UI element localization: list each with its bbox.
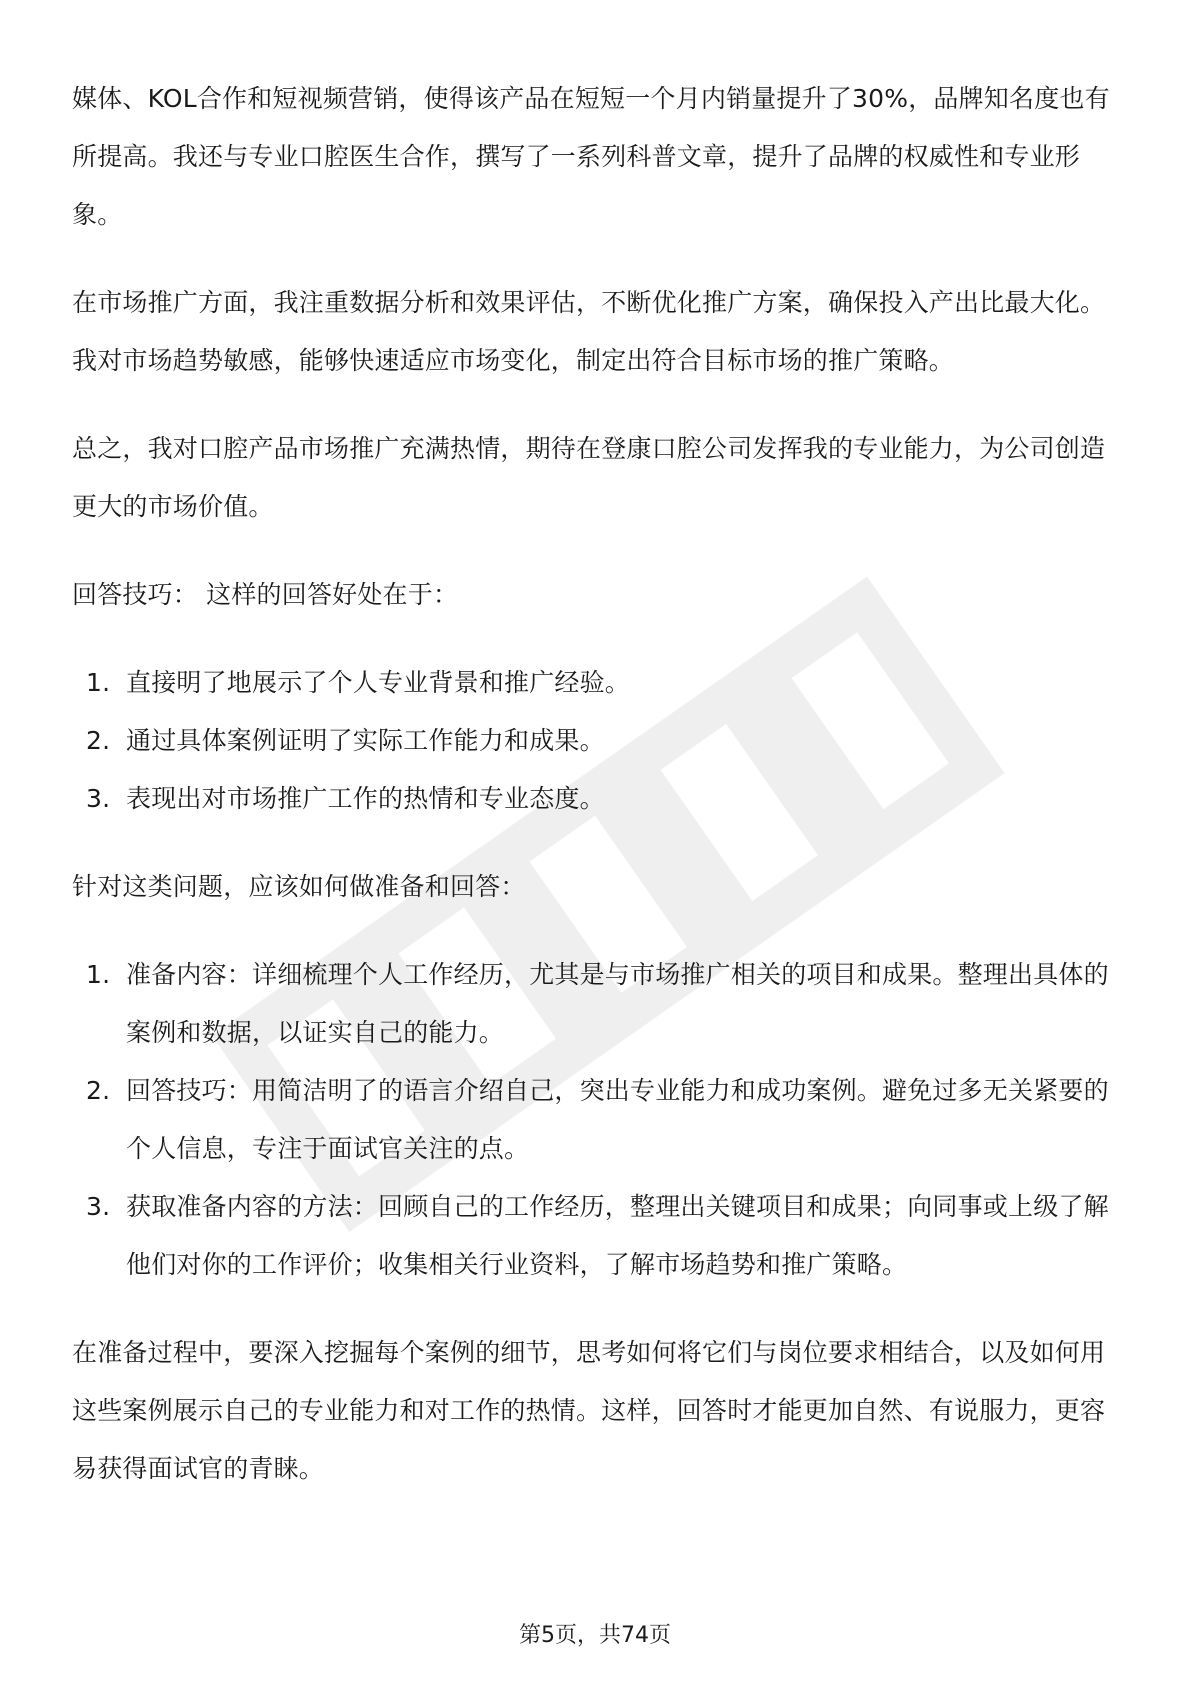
list-number: 2. (86, 726, 111, 755)
list-item-text: 回答技巧：用简洁明了的语言介绍自己，突出专业能力和成功案例。避免过多无关紧要的个人信息，专注于面试官关注的点。 (126, 1076, 1109, 1163)
list-number: 3. (86, 1192, 111, 1221)
answer-benefits-list (72, 654, 1122, 828)
list-item (72, 946, 1122, 1062)
document-body (72, 70, 1122, 1528)
list-item (72, 712, 1122, 770)
closing-paragraph: 在准备过程中，要深入挖掘每个案例的细节，思考如何将它们与岗位要求相结合，以及如何用这些案例展示自己的专业能力和对工作的热情。这样，回答时才能更加自然、有说服力，更容易获得面试官的青睐。 (72, 1338, 1106, 1483)
paragraph-3: 总之，我对口腔产品市场推广充满热情，期待在登康口腔公司发挥我的专业能力，为公司创造更大的市场价值。 (72, 434, 1106, 521)
list-item-text: 表现出对市场推广工作的热情和专业态度。 (126, 784, 605, 813)
preparation-list (72, 946, 1122, 1294)
list-number: 1. (86, 668, 111, 697)
list-number: 1. (86, 960, 111, 989)
list-item (72, 1178, 1122, 1294)
answer-tips-heading: 回答技巧： 这样的回答好处在于： (72, 580, 459, 609)
list-item-text: 通过具体案例证明了实际工作能力和成果。 (126, 726, 605, 755)
list-item-text: 准备内容：详细梳理个人工作经历，尤其是与市场推广相关的项目和成果。整理出具体的案例和数据，以证实自己的能力。 (126, 960, 1109, 1047)
list-item (72, 654, 1122, 712)
paragraph-2: 在市场推广方面，我注重数据分析和效果评估，不断优化推广方案，确保投入产出比最大化。我对市场趋势敏感，能够快速适应市场变化，制定出符合目标市场的推广策略。 (72, 288, 1106, 375)
paragraph-1: 媒体、KOL合作和短视频营销，使得该产品在短短一个月内销量提升了30%，品牌知名度也有所提高。我还与专业口腔医生合作，撰写了一系列科普文章，提升了品牌的权威性和专业形象。 (72, 84, 1110, 229)
list-item (72, 770, 1122, 828)
preparation-heading: 针对这类问题，应该如何做准备和回答： (72, 872, 526, 901)
list-number: 3. (86, 784, 111, 813)
list-item (72, 1062, 1122, 1178)
list-number: 2. (86, 1076, 111, 1105)
list-item-text: 获取准备内容的方法：回顾自己的工作经历，整理出关键项目和成果；向同事或上级了解他们对你的工作评价；收集相关行业资料，了解市场趋势和推广策略。 (126, 1192, 1109, 1279)
list-item-text: 直接明了地展示了个人专业背景和推广经验。 (126, 668, 631, 697)
page-number-footer: 第5页，共74页 (519, 1623, 671, 1648)
